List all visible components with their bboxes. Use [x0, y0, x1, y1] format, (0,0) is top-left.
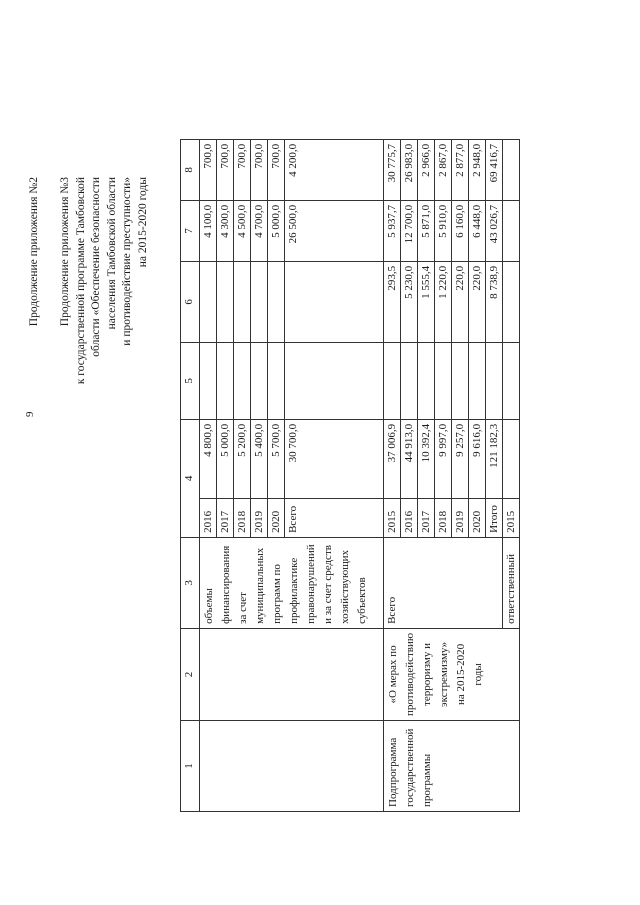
- empty-cell: [503, 200, 520, 261]
- regional-cell: 1 555,4: [418, 261, 435, 342]
- column-numbers-row: [181, 139, 200, 811]
- total-cell: 30 700,0: [285, 419, 384, 498]
- regional-cell: [285, 261, 384, 342]
- local-cell: 4 100,0: [200, 200, 217, 261]
- total-cell: 5 400,0: [251, 419, 268, 498]
- federal-cell: [486, 342, 503, 419]
- appendix-line: Продолжение приложения №3: [59, 177, 71, 327]
- empty-cell: [503, 419, 520, 498]
- financing-table: [180, 139, 520, 812]
- federal-cell: [285, 342, 384, 419]
- page-number: 9: [24, 411, 36, 417]
- federal-cell: [401, 342, 418, 419]
- federal-cell: [469, 342, 486, 419]
- appendix-line: на 2015-2020 годы: [136, 177, 149, 268]
- year-cell: 2020: [469, 498, 486, 537]
- local-cell: 5 937,7: [384, 200, 401, 261]
- federal-cell: [268, 342, 285, 419]
- local-cell: 6 160,0: [452, 200, 469, 261]
- federal-cell: [418, 342, 435, 419]
- funding-total-label-cell: Всего: [384, 537, 503, 628]
- total-cell: 44 913,0: [401, 419, 418, 498]
- total-cell: 5 200,0: [234, 419, 251, 498]
- year-cell: 2015: [503, 498, 520, 537]
- column-number: 6: [181, 261, 200, 342]
- year-cell: Всего: [285, 498, 384, 537]
- column-number: 5: [181, 342, 200, 419]
- subprogram-type-cell: Подпрограмма государственной программы: [384, 721, 520, 812]
- regional-cell: 8 738,9: [486, 261, 503, 342]
- appendix-line: к государственной программе Тамбовской: [74, 177, 87, 385]
- regional-cell: 293,5: [384, 261, 401, 342]
- year-cell: 2017: [418, 498, 435, 537]
- empty-cell: [200, 628, 384, 720]
- column-number: 4: [181, 419, 200, 537]
- other-cell: 69 416,7: [486, 139, 503, 200]
- year-cell: 2017: [217, 498, 234, 537]
- column-number: 8: [181, 139, 200, 200]
- year-cell: 2015: [384, 498, 401, 537]
- appendix-line: области «Обеспечение безопасности: [90, 177, 102, 357]
- local-cell: 4 500,0: [234, 200, 251, 261]
- regional-cell: [234, 261, 251, 342]
- other-cell: 700,0: [251, 139, 268, 200]
- total-cell: 4 800,0: [200, 419, 217, 498]
- year-cell: Итого: [486, 498, 503, 537]
- other-cell: 2 867,0: [435, 139, 452, 200]
- other-cell: 700,0: [268, 139, 285, 200]
- local-cell: 5 871,0: [418, 200, 435, 261]
- year-cell: 2019: [452, 498, 469, 537]
- year-cell: 2018: [234, 498, 251, 537]
- appendix-heading: [58, 177, 151, 384]
- appendix-line: и противодействие преступности»: [121, 177, 133, 346]
- federal-cell: [452, 342, 469, 419]
- year-cell: 2016: [200, 498, 217, 537]
- regional-cell: 220,0: [452, 261, 469, 342]
- year-cell: 2020: [268, 498, 285, 537]
- federal-cell: [217, 342, 234, 419]
- column-number: 1: [181, 721, 200, 812]
- federal-cell: [384, 342, 401, 419]
- local-cell: 43 026,7: [486, 200, 503, 261]
- empty-cell: [200, 721, 384, 812]
- other-cell: 700,0: [200, 139, 217, 200]
- other-cell: 2 877,0: [452, 139, 469, 200]
- table-row: [384, 139, 401, 811]
- appendix-line: населения Тамбовской области: [105, 177, 118, 330]
- empty-cell: [503, 342, 520, 419]
- column-number: 3: [181, 537, 200, 628]
- other-cell: 700,0: [234, 139, 251, 200]
- federal-cell: [251, 342, 268, 419]
- total-cell: 37 006,9: [384, 419, 401, 498]
- year-cell: 2019: [251, 498, 268, 537]
- regional-cell: 1 220,0: [435, 261, 452, 342]
- local-cell: 5 000,0: [268, 200, 285, 261]
- total-cell: 9 997,0: [435, 419, 452, 498]
- column-number: 2: [181, 628, 200, 720]
- regional-cell: [251, 261, 268, 342]
- other-cell: 700,0: [217, 139, 234, 200]
- column-number: 7: [181, 200, 200, 261]
- total-cell: 10 392,4: [418, 419, 435, 498]
- other-cell: 2 966,0: [418, 139, 435, 200]
- federal-cell: [200, 342, 217, 419]
- federal-cell: [234, 342, 251, 419]
- other-cell: 30 775,7: [384, 139, 401, 200]
- local-cell: 6 448,0: [469, 200, 486, 261]
- table-row: [200, 139, 217, 811]
- local-cell: 12 700,0: [401, 200, 418, 261]
- other-cell: 4 200,0: [285, 139, 384, 200]
- year-cell: 2018: [435, 498, 452, 537]
- empty-cell: [503, 139, 520, 200]
- total-cell: 9 257,0: [452, 419, 469, 498]
- local-cell: 26 500,0: [285, 200, 384, 261]
- total-cell: 5 000,0: [217, 419, 234, 498]
- financing-table-wrapper: [180, 139, 520, 812]
- regional-cell: [217, 261, 234, 342]
- total-cell: 5 700,0: [268, 419, 285, 498]
- local-cell: 4 300,0: [217, 200, 234, 261]
- regional-cell: 220,0: [469, 261, 486, 342]
- empty-cell: [503, 261, 520, 342]
- regional-cell: [200, 261, 217, 342]
- regional-cell: 5 230,0: [401, 261, 418, 342]
- other-cell: 26 983,0: [401, 139, 418, 200]
- local-cell: 5 910,0: [435, 200, 452, 261]
- regional-cell: [268, 261, 285, 342]
- subprogram-name-cell: «О мерах по противодействию терроризму и экстремизму» на 2015-2020 годы: [384, 628, 520, 720]
- local-cell: 4 700,0: [251, 200, 268, 261]
- total-cell: 121 182,3: [486, 419, 503, 498]
- executor-label-cell: ответственный: [503, 537, 520, 628]
- continuation-heading: Продолжение приложения №2: [28, 177, 40, 327]
- funding-source-cell: объемы финансирования за счет муниципальных программ по профилактике правонарушений и за счет средств хозяйствующих субъектов: [200, 537, 384, 628]
- other-cell: 2 948,0: [469, 139, 486, 200]
- total-cell: 9 616,0: [469, 419, 486, 498]
- federal-cell: [435, 342, 452, 419]
- year-cell: 2016: [401, 498, 418, 537]
